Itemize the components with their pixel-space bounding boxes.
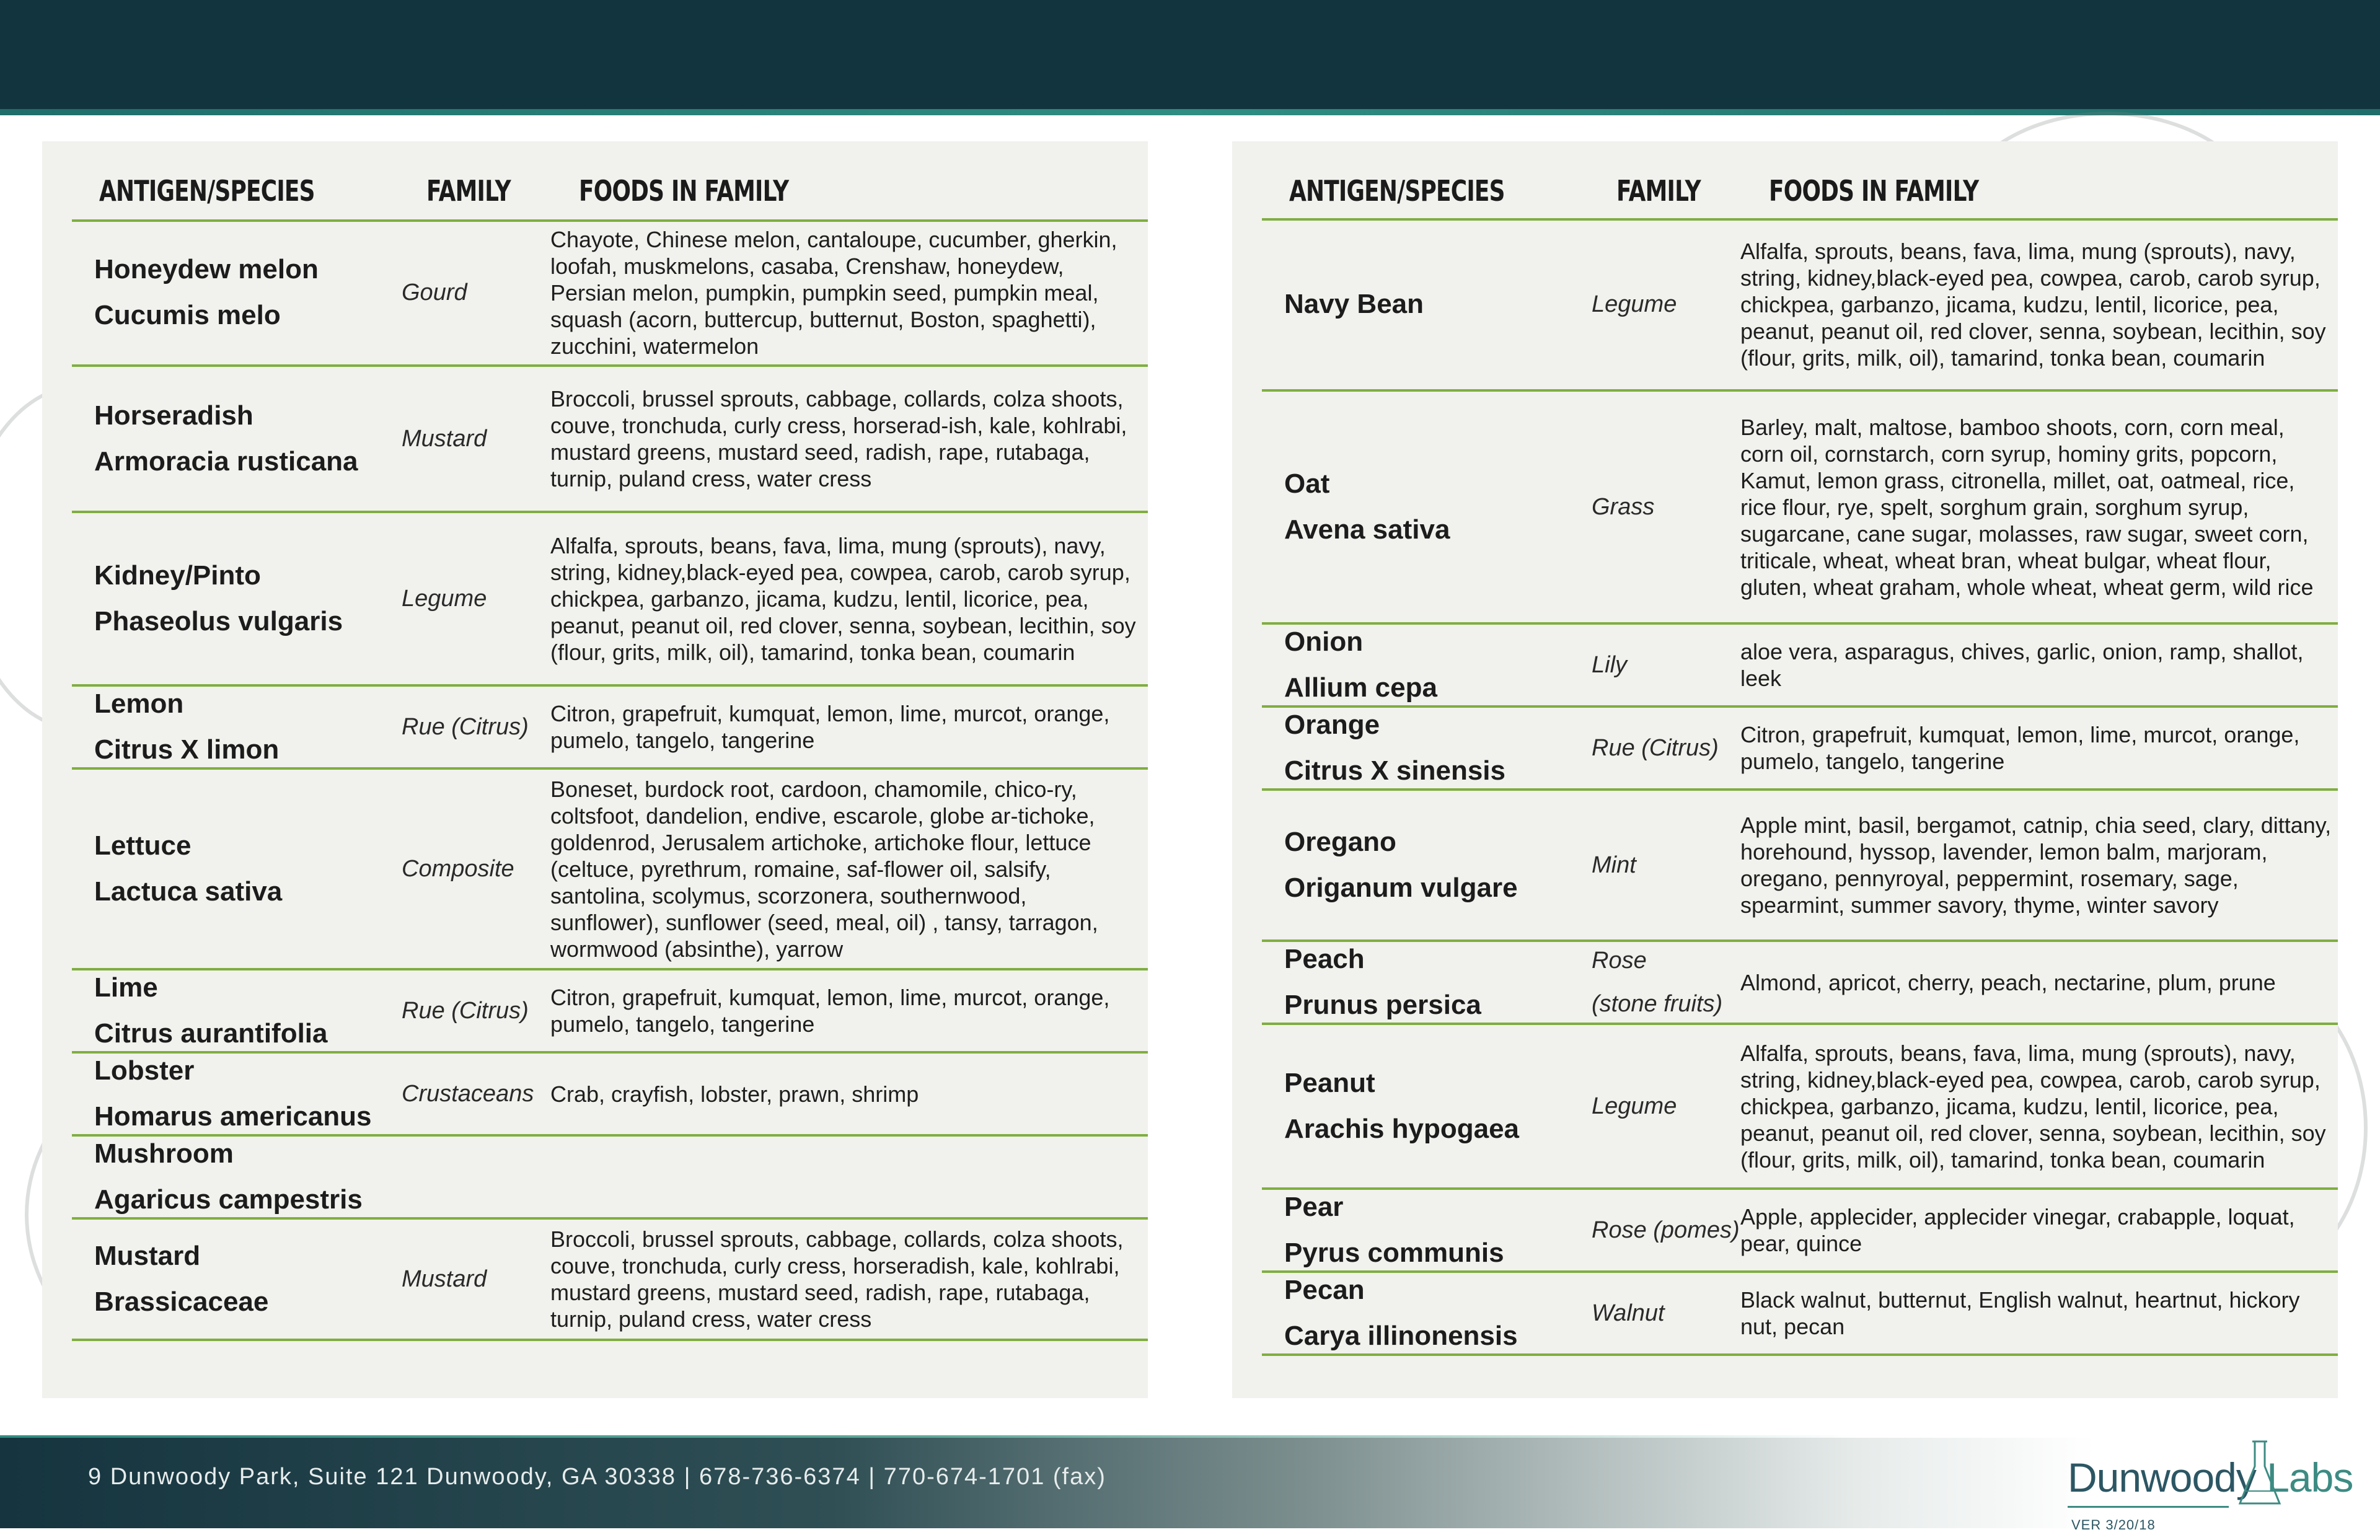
family-subname: (stone fruits) [1592, 991, 1723, 1017]
antigen-cell [72, 1220, 394, 1339]
family-cell [402, 513, 550, 684]
family-name: Composite [402, 856, 514, 882]
antigen-cell [72, 221, 394, 364]
latin-name: Armoracia rusticana [94, 446, 358, 477]
table-row [1262, 1025, 2338, 1190]
table-row [1262, 708, 2338, 791]
table-row [72, 1137, 1148, 1220]
family-name: Rue (Citrus) [1592, 735, 1719, 761]
version-label: VER 3/20/18 [2071, 1517, 2156, 1533]
table-row [1262, 625, 2338, 708]
foods-cell: Broccoli, brussel sprouts, cabbage, collards, colza shoots, couve, tronchuda, curly cress, horserad-ish, kale, kohlrabi, mustard greens, mustard seed, radish, rape, rutabaga, turnip, puland cress, water cress [550, 386, 1127, 491]
table-row [1262, 1190, 2338, 1273]
foods-cell: Crab, crayfish, lobster, prawn, shrimp [550, 1081, 919, 1107]
left-table-panel [42, 141, 1148, 1398]
antigen-cell [1262, 1190, 1584, 1270]
family-name: Walnut [1592, 1300, 1665, 1326]
table-row [72, 970, 1148, 1054]
family-cell [1592, 392, 1740, 622]
header-family: FAMILY [426, 174, 511, 208]
antigen-cell [72, 687, 394, 767]
table-row [72, 1220, 1148, 1341]
antigen-cell [72, 770, 394, 968]
antigen-cell [1262, 791, 1584, 939]
family-cell [402, 770, 550, 968]
antigen-cell [1262, 219, 1584, 389]
foods-cell: Apple mint, basil, bergamot, catnip, chia seed, clary, dittany, horehound, hyssop, lavender, lemon balm, marjoram, oregano, pennyroyal, peppermint, rosemary, sage, spearmint, summer savory, thyme, winter savory [1740, 812, 2332, 918]
latin-name: Phaseolus vulgaris [94, 606, 343, 636]
table-row [72, 367, 1148, 513]
family-name: Crustaceans [402, 1081, 534, 1107]
header-foods: FOODS IN FAMILY [579, 174, 789, 208]
right-table-panel [1232, 141, 2338, 1398]
common-name: Honeydew melon [94, 254, 319, 284]
antigen-cell [72, 367, 394, 511]
latin-name: Homarus americanus [94, 1101, 372, 1132]
latin-name: Allium cepa [1284, 672, 1437, 703]
logo-name-part2: Labs [2267, 1454, 2353, 1500]
foods-cell: aloe vera, asparagus, chives, garlic, onion, ramp, shallot, leek [1740, 639, 2304, 691]
family-cell [402, 687, 550, 767]
footer-address: 9 Dunwoody Park, Suite 121 Dunwoody, GA 30338 | 678-736-6374 | 770-674-1701 (fax) [88, 1464, 1106, 1490]
flask-icon [2235, 1437, 2285, 1511]
latin-name: Origanum vulgare [1284, 873, 1518, 903]
family-cell [402, 1137, 550, 1217]
family-name: Rose (pomes) [1592, 1217, 1740, 1243]
common-name: Mushroom [94, 1138, 234, 1169]
family-name: Grass [1592, 494, 1655, 520]
common-name: Pear [1284, 1192, 1344, 1222]
latin-name: Avena sativa [1284, 514, 1450, 545]
common-name: Orange [1284, 710, 1380, 740]
family-name: Mustard [402, 1266, 487, 1292]
foods-cell: Almond, apricot, cherry, peach, nectarine, plum, prune [1740, 969, 2276, 995]
table-row [1262, 942, 2338, 1025]
antigen-cell [1262, 708, 1584, 788]
family-cell [1592, 219, 1740, 389]
antigen-cell [1262, 392, 1584, 622]
common-name: Onion [1284, 627, 1364, 657]
family-name: Mustard [402, 426, 487, 452]
antigen-cell [1262, 625, 1584, 705]
common-name: Kidney/Pinto [94, 560, 261, 591]
latin-name: Citrus X sinensis [1284, 755, 1506, 786]
common-name: Pecan [1284, 1275, 1365, 1305]
table-row [72, 513, 1148, 687]
header-antigen: ANTIGEN/SPECIES [1289, 174, 1505, 208]
common-name: Oregano [1284, 827, 1396, 857]
logo-name-part1: Dunwoody [2068, 1454, 2256, 1500]
family-cell [1592, 1273, 1740, 1353]
latin-name: Carya illinonensis [1284, 1321, 1518, 1351]
logo-underline [2068, 1506, 2229, 1508]
family-name: Rue (Citrus) [402, 714, 529, 740]
foods-cell: Citron, grapefruit, kumquat, lemon, lime, murcot, orange, pumelo, tangelo, tangerine [1740, 722, 2300, 774]
foods-cell: Chayote, Chinese melon, cantaloupe, cucumber, gherkin, loofah, muskmelons, casaba, Crenshaw, honeydew, Persian melon, pumpkin, pumpkin seed, pumpkin meal, squash (acorn, buttercup, butternut, Boston, spaghetti), zucchini, watermelon [550, 226, 1117, 359]
family-cell [1592, 708, 1740, 788]
latin-name: Lactuca sativa [94, 876, 283, 907]
table-row [72, 770, 1148, 970]
family-cell [402, 221, 550, 364]
latin-name: Arachis hypogaea [1284, 1114, 1520, 1144]
foods-cell: Apple, applecider, applecider vinegar, crabapple, loquat, pear, quince [1740, 1204, 2295, 1256]
common-name: Oat [1284, 469, 1330, 499]
antigen-cell [1262, 1273, 1584, 1353]
common-name: Lemon [94, 689, 184, 719]
latin-name: Pyrus communis [1284, 1238, 1504, 1268]
family-name: Rue (Citrus) [402, 998, 529, 1024]
table-row [1262, 219, 2338, 392]
latin-name: Prunus persica [1284, 990, 1481, 1020]
table-row [1262, 791, 2338, 942]
family-cell [1592, 625, 1740, 705]
foods-cell: Citron, grapefruit, kumquat, lemon, lime, murcot, orange, pumelo, tangelo, tangerine [550, 701, 1110, 753]
common-name: Horseradish [94, 400, 253, 431]
family-name: Mint [1592, 852, 1636, 878]
antigen-cell [1262, 942, 1584, 1023]
common-name: Peanut [1284, 1068, 1375, 1098]
common-name: Lime [94, 972, 158, 1003]
latin-name: Brassicaceae [94, 1287, 269, 1317]
latin-name: Cucumis melo [94, 300, 281, 330]
common-name: Peach [1284, 944, 1365, 974]
family-cell [402, 970, 550, 1051]
common-name: Navy Bean [1284, 289, 1424, 319]
header-family: FAMILY [1616, 174, 1701, 208]
family-name: Gourd [402, 279, 467, 306]
foods-cell: Alfalfa, sprouts, beans, fava, lima, mung (sprouts), navy, string, kidney,black-eyed pea, cowpea, carob, carob syrup, chickpea, garbanzo, jicama, kudzu, lentil, licorice, pea, peanut, peanut oil, red clover, senna, soybean, lecithin, soy (flour, grits, milk, oil), tamarind, tonka bean, coumarin [1740, 238, 2326, 371]
foods-cell: Broccoli, brussel sprouts, cabbage, collards, colza shoots, couve, tronchuda, curly cress, horseradish, kale, kohlrabi, mustard greens, mustard seed, radish, rape, rutabaga, turnip, puland cress, water cress [550, 1226, 1124, 1332]
latin-name: Agaricus campestris [94, 1184, 363, 1215]
table-row [72, 1054, 1148, 1137]
antigen-cell [72, 970, 394, 1051]
common-name: Mustard [94, 1241, 201, 1271]
foods-cell: Black walnut, butternut, English walnut, heartnut, hickory nut, pecan [1740, 1287, 2300, 1339]
foods-cell: Alfalfa, sprouts, beans, fava, lima, mung (sprouts), navy, string, kidney,black-eyed pea, cowpea, carob, carob syrup, chickpea, garbanzo, jicama, kudzu, lentil, licorice, pea, peanut, peanut oil, red clover, senna, soybean, lecithin, soy (flour, grits, milk, oil), tamarind, tonka bean, coumarin [1740, 1040, 2326, 1173]
foods-cell: Alfalfa, sprouts, beans, fava, lima, mung (sprouts), navy, string, kidney,black-eyed pea, cowpea, carob, carob syrup, chickpea, garbanzo, jicama, kudzu, lentil, licorice, pea, peanut, peanut oil, red clover, senna, soybean, lecithin, soy (flour, grits, milk, oil), tamarind, tonka bean, coumarin [550, 532, 1136, 665]
table-row [1262, 1273, 2338, 1356]
family-cell [402, 1054, 550, 1134]
header-band [0, 0, 2380, 115]
family-name: Legume [402, 586, 487, 612]
family-name: Legume [1592, 1093, 1677, 1119]
latin-name: Citrus X limon [94, 734, 280, 765]
table-row [72, 221, 1148, 367]
foods-cell: Barley, malt, maltose, bamboo shoots, corn, corn meal, corn oil, cornstarch, corn syrup, hominy grits, popcorn, Kamut, lemon grass, citronella, millet, oat, oatmeal, rice, rice flour, rye, spelt, sorghum grain, sorghum syrup, sugarcane, cane sugar, molasses, raw sugar, sweet corn, triticale, wheat, wheat bran, wheat bulgar, wheat flour, gluten, wheat graham, whole wheat, wheat germ, wild rice [1740, 414, 2314, 600]
table-row [72, 687, 1148, 770]
table-row [1262, 392, 2338, 625]
antigen-cell [72, 1137, 394, 1217]
foods-cell: Citron, grapefruit, kumquat, lemon, lime, murcot, orange, pumelo, tangelo, tangerine [550, 985, 1110, 1037]
company-logo [2068, 1454, 2353, 1501]
family-name: Rose [1592, 948, 1647, 974]
family-cell [1592, 1190, 1740, 1270]
foods-cell: Boneset, burdock root, cardoon, chamomile, chico-ry, coltsfoot, dandelion, endive, escarole, globe ar-tichoke, goldenrod, Jerusalem artichoke, artichoke flour, lettuce (celtuce, pyrethrum, romaine, saf-flower oil, salsify, santolina, scolymus, scorzonera, southernwood, sunflower), sunflower (seed, meal, oil) , tansy, tarragon, wormwood (absinthe), yarrow [550, 776, 1098, 962]
latin-name: Citrus aurantifolia [94, 1018, 328, 1049]
family-cell [1592, 791, 1740, 939]
family-cell [402, 1220, 550, 1339]
header-foods: FOODS IN FAMILY [1769, 174, 1979, 208]
common-name: Lettuce [94, 830, 192, 861]
family-cell [1592, 1025, 1740, 1187]
antigen-cell [72, 513, 394, 684]
header-antigen: ANTIGEN/SPECIES [99, 174, 315, 208]
antigen-cell [72, 1054, 394, 1134]
family-cell [402, 367, 550, 511]
family-name: Legume [1592, 291, 1677, 317]
family-name: Lily [1592, 652, 1628, 678]
antigen-cell [1262, 1025, 1584, 1187]
header-rule [0, 109, 2380, 115]
foods-cell [550, 1137, 1148, 1217]
family-cell [1592, 942, 1740, 1023]
common-name: Lobster [94, 1055, 195, 1086]
